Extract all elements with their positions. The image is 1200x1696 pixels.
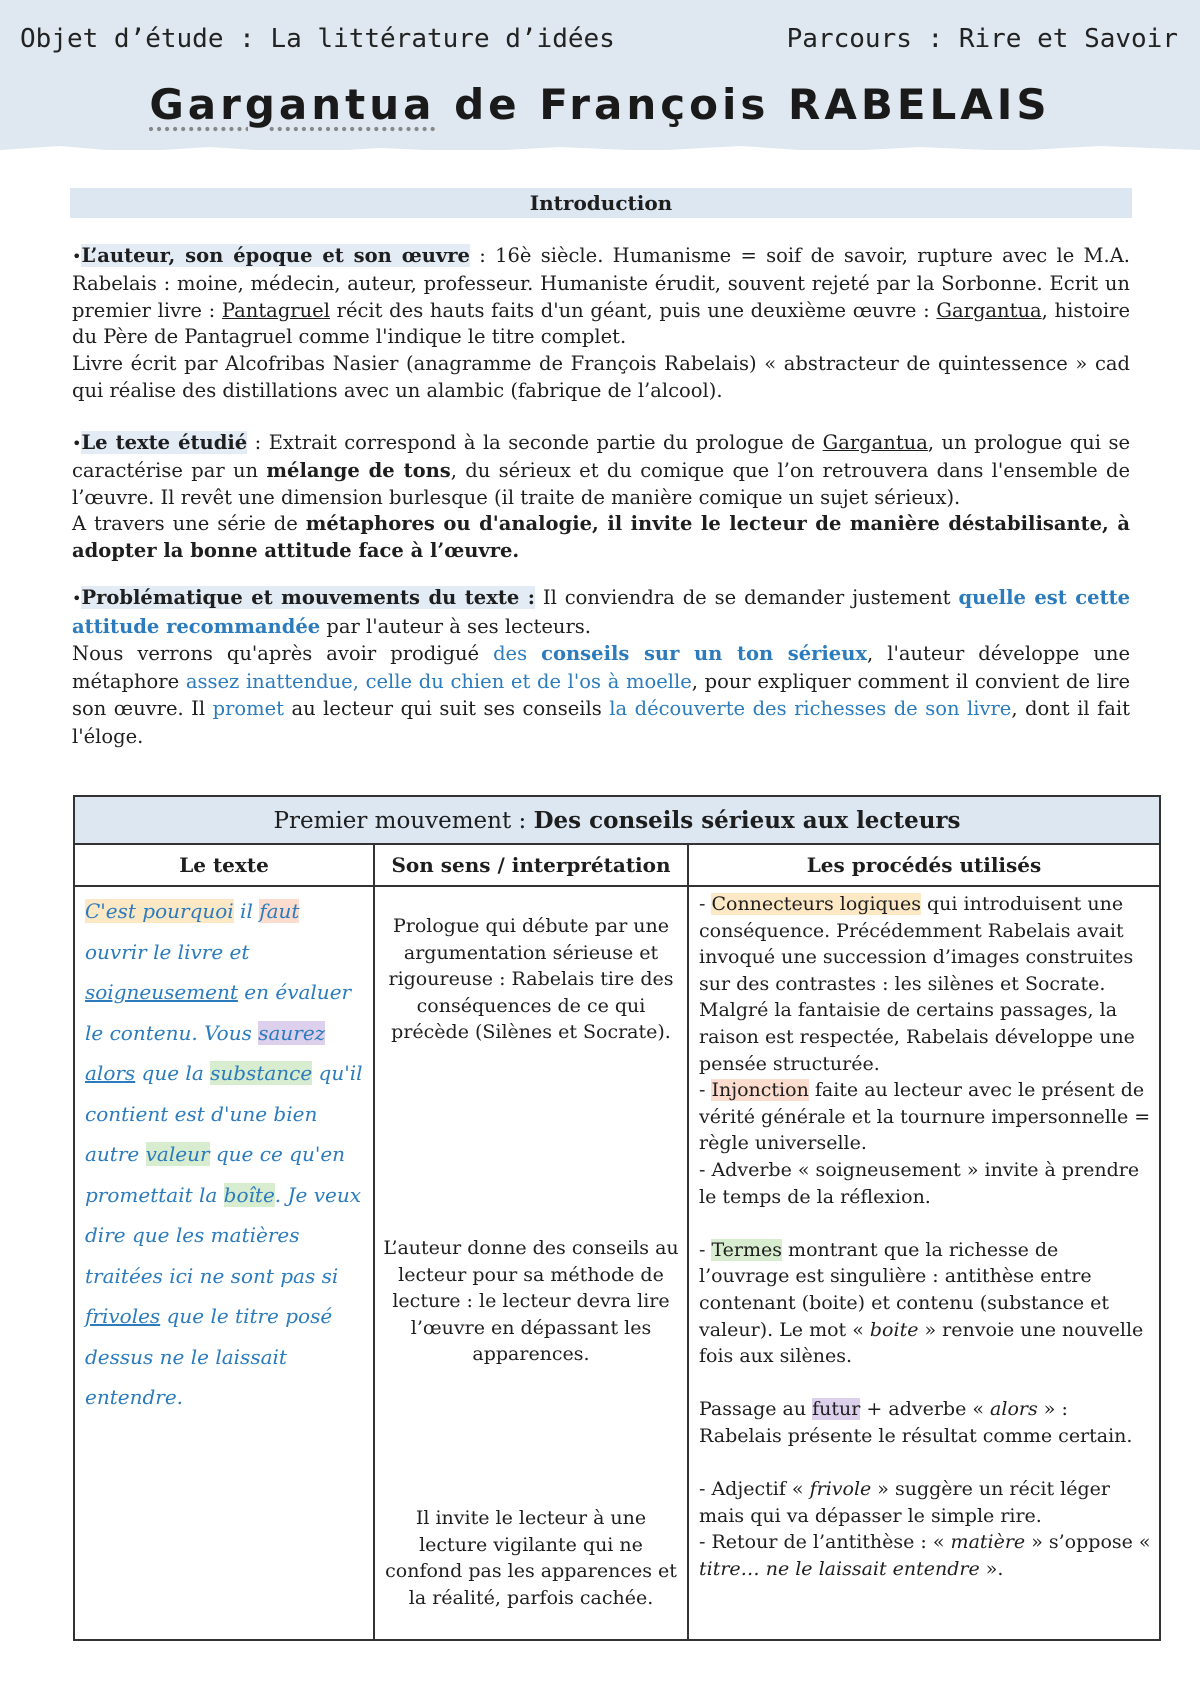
intro-text-paragraph: •Le texte étudié : Extrait correspond à la seconde partie du prologue de Gargantua, un prologue qui se caractérise par un mélange de tons, du sérieux et du comique que l’on retrouvera dans l'ensemble de l’œuvre. Il revêt une dimension burlesque (il traite de manière comique un sujet sérieux). A travers une série de métaphores ou d'analogie, il invite le lecteur de manière déstabilisante, à adopter la bonne attitude face à l’œuvre. xyxy=(72,431,1130,563)
course-path: Parcours : Rire et Savoir xyxy=(786,24,1178,54)
analysis-table xyxy=(73,795,1161,1641)
problem-label: Problématique et mouvements du texte : xyxy=(81,586,535,609)
meaning-3: Il invite le lecteur à une lecture vigilante qui ne confond pas les apparences et la réalité, parfois cachée. xyxy=(385,1507,677,1609)
header-meaning: Son sens / interprétation xyxy=(374,844,688,886)
movement-title: Premier mouvement : Des conseils sérieux aux lecteurs xyxy=(74,796,1160,844)
meaning-1: Prologue qui débute par une argumentation sérieuse et rigoureuse : Rabelais tire des conséquences de ce qui précède (Silènes et Socrate). xyxy=(388,915,674,1043)
intro-problem-paragraph: •Problématique et mouvements du texte : Il conviendra de se demander justement quelle est cette attitude recommandée par l'auteur à ses lecteurs. Nous verrons qu'après avoir prodigué des conseils sur un ton sérieux, l'auteur développe une métaphore assez inattendue, celle du chien et de l'os à moelle, pour expliquer comment il convient de lire son œuvre. Il promet au lecteur qui suit ses conseils la découverte des richesses de son livre, dont il fait l'éloge. xyxy=(72,586,1131,748)
title-work: Gargantua xyxy=(149,80,436,129)
book-pantagruel: Pantagruel xyxy=(221,298,330,322)
devices-column: - Connecteurs logiques qui introduisent une conséquence. Précédemment Rabelais avait invoqué une succession d’images construites sur des contrastes : les silènes et Socrate. Malgré la fantaisie de certains passages, la raison est respectée, Rabelais développe une pensée structurée. - Injonction faite au lecteur avec le présent de vérité générale et la tournure impersonnelle = règle universelle. - Adverbe « soigneusement » invite à prendre le temps de la réflexion. - Termes montrant que la richesse de l’ouvrage est singulière : antithèse entre contenant (boite) et contenu (substance et valeur). Le mot « boite » renvoie une nouvelle fois aux silènes. Passage au futur + adverbe « alors » : Rabelais présente le résultat comme certain. - Adjectif « frivole » suggère un récit léger mais qui va dépasser le simple rire. - Retour de l’antithèse : « matière » s’oppose « titre… ne le laissait entendre ». xyxy=(688,886,1160,1640)
header-devices: Les procédés utilisés xyxy=(688,844,1160,886)
study-object: Objet d’étude : La littérature d’idées xyxy=(20,24,615,54)
text-label: Le texte étudié xyxy=(81,431,248,454)
book-gargantua: Gargantua xyxy=(936,298,1042,322)
author-label: L’auteur, son époque et son œuvre xyxy=(81,244,470,267)
studied-excerpt: C'est pourquoi il faut ouvrir le livre et soigneusement en évaluer le contenu. Vous saurez alors que la substance qu'il contient est d'une bien autre valeur que ce qu'en promettait la boîte. Je veux dire que les matières traitées ici ne sont pas si frivoles que le titre posé dessus ne le laissait entendre. xyxy=(74,886,374,1640)
header-text: Le texte xyxy=(74,844,374,886)
title-author: de François RABELAIS xyxy=(435,80,1051,129)
page-title xyxy=(0,80,1200,129)
meaning-column xyxy=(374,886,688,1640)
intro-heading: Introduction xyxy=(70,188,1132,218)
meaning-2: L’auteur donne des conseils au lecteur pour sa méthode de lecture : le lecteur devra lire l’œuvre en dépassant les apparences. xyxy=(383,1237,679,1365)
intro-author-paragraph: •L’auteur, son époque et son œuvre : 16è siècle. Humanisme = soif de savoir, rupture avec le M.A. Rabelais : moine, médecin, auteur, professeur. Humaniste érudit, souvent rejeté par la Sorbonne. Ecrit un premier livre : Pantagruel récit des hauts faits d'un géant, puis une deuxième œuvre : Gargantua, histoire du Père de Pantagruel comme l'indique le titre complet. Livre écrit par Alcofribas Nasier (anagramme de François Rabelais) « abstracteur de quintessence » cad qui réalise des distillations avec un alambic (fabrique de l’alcool). xyxy=(72,244,1131,402)
